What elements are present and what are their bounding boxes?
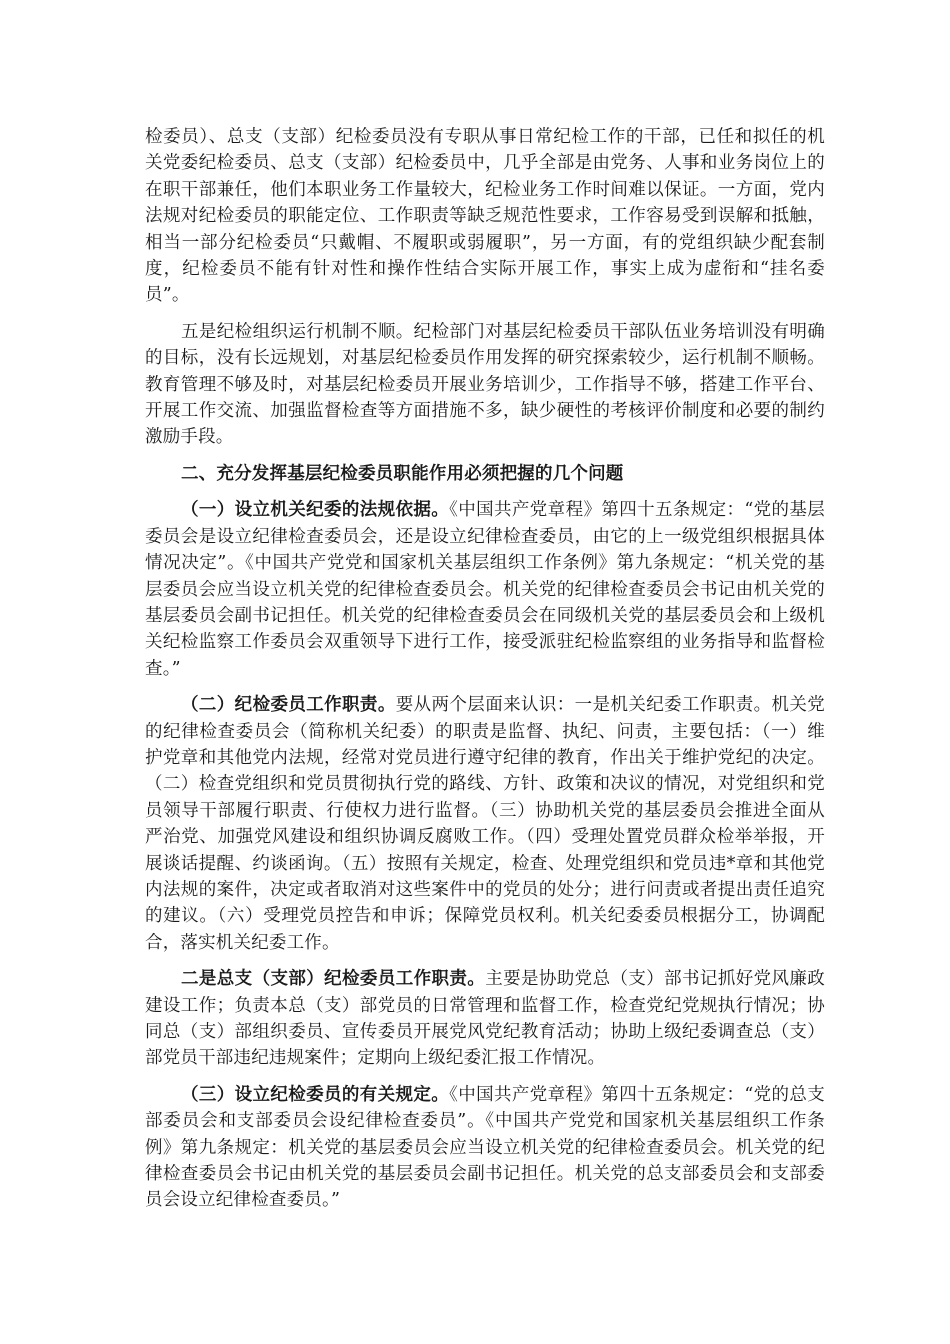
paragraph-regulations bbox=[145, 1082, 825, 1214]
paragraph-legal-basis bbox=[145, 497, 825, 682]
paragraph-lead: （三）设立纪检委员的有关规定。 bbox=[181, 1084, 450, 1105]
paragraph-text: 要从两个层面来认识：一是机关纪委工作职责。机关党的纪律检查委员会（简称机关纪委）的职责是监督、执纪、问责，主要包括：（一）维护党章和其他党内法规，经常对党员进行遵守纪律的教育，作出关于维护党纪的决定。（二）检查党组织和党员贯彻执行党的路线、方针、政策和决议的情况，对党组织和党员领导干部履行职责、行使权力进行监督。（三）协助机关党的基层委员会推进全面从严治党、加强党风建设和组织协调反腐败工作。（四）受理处置党员群众检举举报，开展谈话提醒、约谈函询。（五）按照有关规定，检查、处理党组织和党员违*章和其他党内法规的案件，决定或者取消对这些案件中的党员的处分；进行问责或者提出责任追究的建议。（六）受理党员控告和申诉；保障党员权利。机关纪委委员根据分工，协调配合，落实机关纪委工作。 bbox=[145, 695, 825, 953]
paragraph-text: 五是纪检组织运行机制不顺。纪检部门对基层纪检委员干部队伍业务培训没有明确的目标，没有长远规划，对基层纪检委员作用发挥的研究探索较少，运行机制不顺畅。教育管理不够及时，对基层纪检委员开展业务培训少，工作指导不够，搭建工作平台、开展工作交流、加强监督检查等方面措施不多，缺少硬性的考核评价制度和必要的制约激励手段。 bbox=[145, 321, 825, 448]
paragraph-lead: （一）设立机关纪委的法规依据。 bbox=[181, 500, 450, 521]
paragraph-point-five bbox=[145, 319, 825, 451]
paragraph-text: 《中国共产党章程》第四十五条规定：“党的总支部委员会和支部委员会设纪律检查委员”。《中国共产党党和国家机关基层组织工作条例》第九条规定：机关党的基层委员会应当设立机关党的纪律检查委员会。机关党的纪律检查委员会书记由机关党的基层委员会副书记担任。机关党的总支部委员会和支部委员会设立纪律检查委员。” bbox=[145, 1084, 825, 1211]
paragraph-continuation bbox=[145, 124, 825, 309]
paragraph-lead: （二）纪检委员工作职责。 bbox=[181, 695, 396, 716]
paragraph-lead: 二是总支（支部）纪检委员工作职责。 bbox=[181, 969, 486, 990]
paragraph-duties bbox=[145, 692, 825, 956]
paragraph-branch-duties bbox=[145, 966, 825, 1072]
paragraph-text: 主要是协助党总（支）部书记抓好党风廉政建设工作；负责本总（支）部党员的日常管理和监督工作，检查党纪党规执行情况；协同总（支）部组织委员、宣传委员开展党风党纪教育活动；协助上级纪委调查总（支）部党员干部违纪违规案件；定期向上级纪委汇报工作情况。 bbox=[145, 969, 825, 1069]
document-page bbox=[145, 124, 825, 1224]
section-heading: 二、充分发挥基层纪检委员职能作用必须把握的几个问题 bbox=[181, 463, 624, 484]
paragraph-text: 检委员）、总支（支部）纪检委员没有专职从事日常纪检工作的干部，已任和拟任的机关党委纪检委员、总支（支部）纪检委员中，几乎全部是由党务、人事和业务岗位上的在职干部兼任，他们本职业务工作量较大，纪检业务工作时间难以保证。一方面，党内法规对纪检委员的职能定位、工作职责等缺乏规范性要求，工作容易受到误解和抵触，相当一部分纪检委员“只戴帽、不履职或弱履职”，另一方面，有的党组织缺少配套制度，纪检委员不能有针对性和操作性结合实际开展工作，事实上成为虚衔和“挂名委员”。 bbox=[145, 127, 825, 306]
paragraph-text: 《中国共产党章程》第四十五条规定：“党的基层委员会是设立纪律检查委员会，还是设立纪律检查委员，由它的上一级党组织根据具体情况决定”。《中国共产党党和国家机关基层组织工作条例》第九条规定：“机关党的基层委员会应当设立机关党的纪律检查委员会。机关党的纪律检查委员会书记由机关党的基层委员会副书记担任。机关党的纪律检查委员会在同级机关党的基层委员会和上级机关纪检监察工作委员会双重领导下进行工作，接受派驻纪检监察组的业务指导和监督检查。” bbox=[145, 500, 825, 679]
